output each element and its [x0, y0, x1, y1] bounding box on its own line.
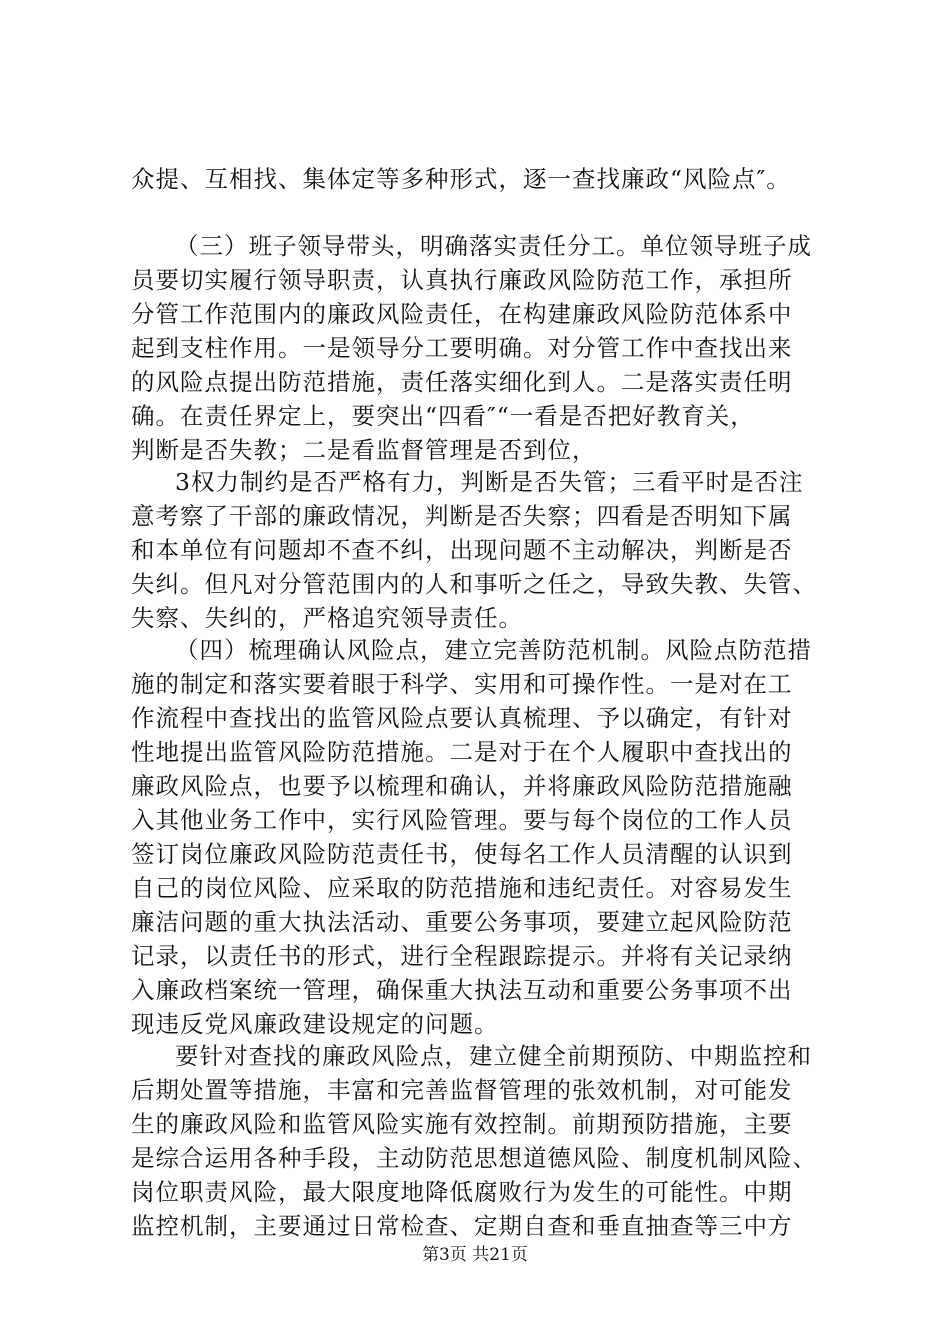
- paragraph-heading-3: （三）班子领导带头，明确落实责任分工。单位领导班子成: [175, 232, 812, 260]
- text-line: 判断是否失教；二是看监督管理是否到位，: [131, 436, 597, 464]
- text-line: 自己的岗位风险、应采取的防范措施和违纪责任。对容易发生: [131, 874, 793, 902]
- text-line: 岗位职责风险，最大限度地降低腐败行为发生的可能性。中期: [131, 1178, 793, 1206]
- text-line: 的风险点提出防范措施，责任落实细化到人。二是落实责任明: [131, 368, 793, 396]
- text-line: 记录，以责任书的形式，进行全程跟踪提示。并将有关记录纳: [131, 942, 793, 970]
- text-line: 廉洁问题的重大执法活动、重要公务事项，要建立起风险防范: [131, 908, 793, 936]
- text-line: 要针对查找的廉政风险点，建立健全前期预防、中期监控和: [175, 1042, 812, 1070]
- text-line: 施的制定和落实要着眼于科学、实用和可操作性。一是对在工: [131, 670, 793, 698]
- text-line: 是综合运用各种手段，主动防范思想道德风险、制度机制风险、: [131, 1144, 817, 1172]
- text-line: 失察、失纠的，严格追究领导责任。: [131, 604, 523, 632]
- text-line: 入其他业务工作中，实行风险管理。要与每个岗位的工作人员: [131, 806, 793, 834]
- text-line: 起到支柱作用。一是领导分工要明确。对分管工作中查找出来: [131, 334, 793, 362]
- paragraph-heading-4: （四）梳理确认风险点，建立完善防范机制。风险点防范措: [175, 636, 812, 664]
- text-line: 众提、互相找、集体定等多种形式，逐一查找廉政“风险点″。: [131, 165, 791, 193]
- text-line: 廉政风险点，也要予以梳理和确认，并将廉政风险防范措施融: [131, 772, 793, 800]
- text-line: 和本单位有问题却不查不纠，出现问题不主动解决，判断是否: [131, 536, 793, 564]
- text-line: 确。在责任界定上，要突出“四看″“一看是否把好教育关，: [131, 402, 755, 430]
- text-line: 作流程中查找出的监管风险点要认真梳理、予以确定，有针对: [131, 704, 793, 732]
- page-number-footer: 第3页 共21页: [422, 1245, 528, 1265]
- text-line: 生的廉政风险和监管风险实施有效控制。前期预防措施，主要: [131, 1110, 793, 1138]
- text-line: 签订岗位廉政风险防范责任书，使每名工作人员清醒的认识到: [131, 840, 793, 868]
- text-line: 分管工作范围内的廉政风险责任，在构建廉政风险防范体系中: [131, 300, 793, 328]
- text-line: 失纠。但凡对分管范围内的人和事听之任之，导致失教、失管、: [131, 570, 817, 598]
- text-line: 监控机制，主要通过日常检查、定期自查和垂直抽查等三中方: [131, 1212, 793, 1240]
- text-line: 性地提出监管风险防范措施。二是对于在个人履职中查找出的: [131, 738, 793, 766]
- text-line: 现违反党风廉政建设规定的问题。: [131, 1010, 499, 1038]
- text-line: 入廉政档案统一管理，确保重大执法互动和重要公务事项不出: [131, 976, 793, 1004]
- text-line: 意考察了干部的廉政情况，判断是否失察；四看是否明知下属: [131, 502, 793, 530]
- text-line: 员要切实履行领导职责，认真执行廉政风险防范工作，承担所: [131, 266, 793, 294]
- text-line: 后期处置等措施，丰富和完善监督管理的张效机制，对可能发: [131, 1076, 793, 1104]
- text-line: 3权力制约是否严格有力，判断是否失管；三看平时是否注: [175, 468, 804, 496]
